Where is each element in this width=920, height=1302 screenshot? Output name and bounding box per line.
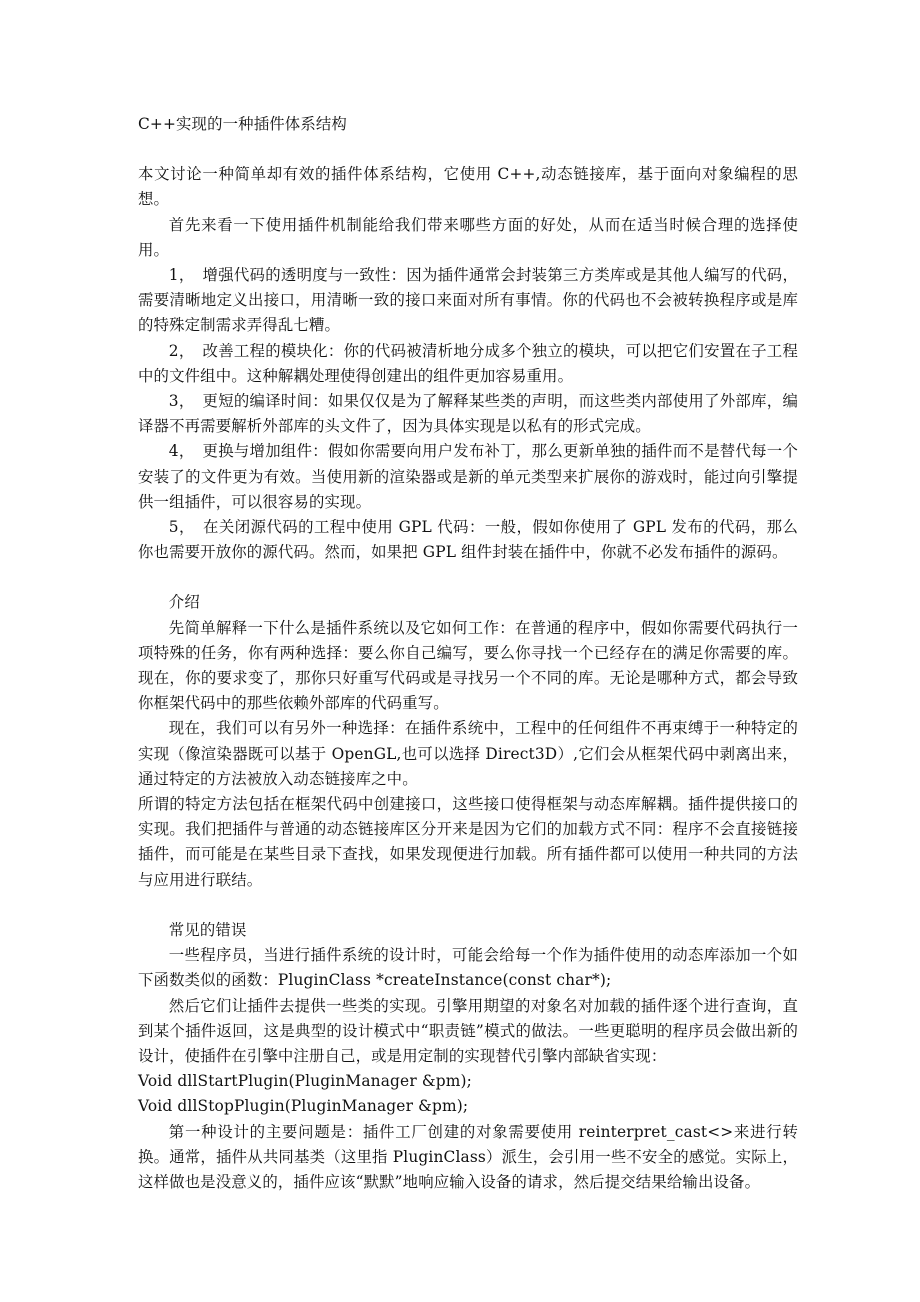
section-intro-paragraph-1: 先简单解释一下什么是插件系统以及它如何工作：在普通的程序中，假如你需要代码执行一项特殊的任务，你有两种选择：要么你自己编写，要么你寻找一个已经存在的满足你需要的库。现在，你的要求变了，那你只好重写代码或是寻找另一个不同的库。无论是哪种方式，都会导致你框架代码中的那些依赖外部库的代码重写。 xyxy=(138,618,798,713)
section-intro-paragraph-2: 现在，我们可以有另外一种选择：在插件系统中，工程中的任何组件不再束缚于一种特定的实现（像渲染器既可以基于 OpenGL,也可以选择 Direct3D）,它们会从框架代码中剥离出来，通过特定的方法被放入动态链接库之中。 xyxy=(138,719,798,788)
section-heading-common-errors: 常见的错误 xyxy=(168,920,247,939)
benefit-item-5: 5， 在关闭源代码的工程中使用 GPL 代码：一般，假如你使用了 GPL 发布的代码，那么你也需要开放你的源代码。然而，如果把 GPL 组件封装在插件中，你就不必发布插件的源码。 xyxy=(138,518,798,562)
code-line-stop-plugin: Void dllStopPlugin(PluginManager &pm); xyxy=(138,1097,469,1116)
section-errors-paragraph-2: 然后它们让插件去提供一些类的实现。引擎用期望的对象名对加载的插件逐个进行查询，直到某个插件返回，这是典型的设计模式中“职责链”模式的做法。一些更聪明的程序员会做出新的设计，使插件在引擎中注册自己，或是用定制的实现替代引擎内部缺省实现： xyxy=(138,996,798,1065)
benefit-item-3: 3， 更短的编译时间：如果仅仅是为了解释某些类的声明，而这些类内部使用了外部库，编译器不再需要解析外部库的头文件了，因为具体实现是以私有的形式完成。 xyxy=(138,392,798,436)
benefit-item-1: 1， 增强代码的透明度与一致性：因为插件通常会封装第三方类库或是其他人编写的代码，需要清晰地定义出接口，用清晰一致的接口来面对所有事情。你的代码也不会被转换程序或是库的特殊定制需求弄得乱七糟。 xyxy=(138,266,798,335)
code-line-start-plugin: Void dllStartPlugin(PluginManager &pm); xyxy=(138,1072,472,1091)
section-errors-body xyxy=(138,943,798,1195)
document-title: C++实现的一种插件体系结构 xyxy=(138,115,347,133)
section-intro-body xyxy=(138,616,798,893)
intro-paragraph: 本文讨论一种简单却有效的插件体系结构，它使用 C++,动态链接库，基于面向对象编程的思想。 xyxy=(138,165,798,209)
section-errors-paragraph-1: 一些程序员，当进行插件系统的设计时，可能会给每一个作为插件使用的动态库添加一个如下函数类似的函数：PluginClass *createInstance(const char*); xyxy=(138,946,798,990)
benefits-intro-paragraph: 首先来看一下使用插件机制能给我们带来哪些方面的好处，从而在适当时候合理的选择使用。 xyxy=(138,215,798,259)
benefit-item-2: 2， 改善工程的模块化：你的代码被清析地分成多个独立的模块，可以把它们安置在子工程中的文件组中。这种解耦处理使得创建出的组件更加容易重用。 xyxy=(138,341,798,385)
section-errors-paragraph-3: 第一种设计的主要问题是：插件工厂创建的对象需要使用 reinterpret_cast<>来进行转换。通常，插件从共同基类（这里指 PluginClass）派生，会引用一些不安全的感觉。实际上，这样做也是没意义的，插件应该“默默”地响应输入设备的请求，然后提交结果给输出设备。 xyxy=(138,1122,798,1191)
section-intro-paragraph-3: 所谓的特定方法包括在框架代码中创建接口，这些接口使得框架与动态库解耦。插件提供接口的实现。我们把插件与普通的动态链接库区分开来是因为它们的加载方式不同：程序不会直接链接插件，而可能是在某些目录下查找，如果发现便进行加载。所有插件都可以使用一种共同的方法与应用进行联结。 xyxy=(138,795,798,889)
document-page xyxy=(138,112,798,1195)
intro-section xyxy=(138,162,798,565)
benefit-item-4: 4， 更换与增加组件：假如你需要向用户发布补丁，那么更新单独的插件而不是替代每一个安装了的文件更为有效。当使用新的渲染器或是新的单元类型来扩展你的游戏时，能过向引擎提供一组插件，可以很容易的实现。 xyxy=(138,442,798,511)
section-heading-intro: 介绍 xyxy=(168,593,200,612)
